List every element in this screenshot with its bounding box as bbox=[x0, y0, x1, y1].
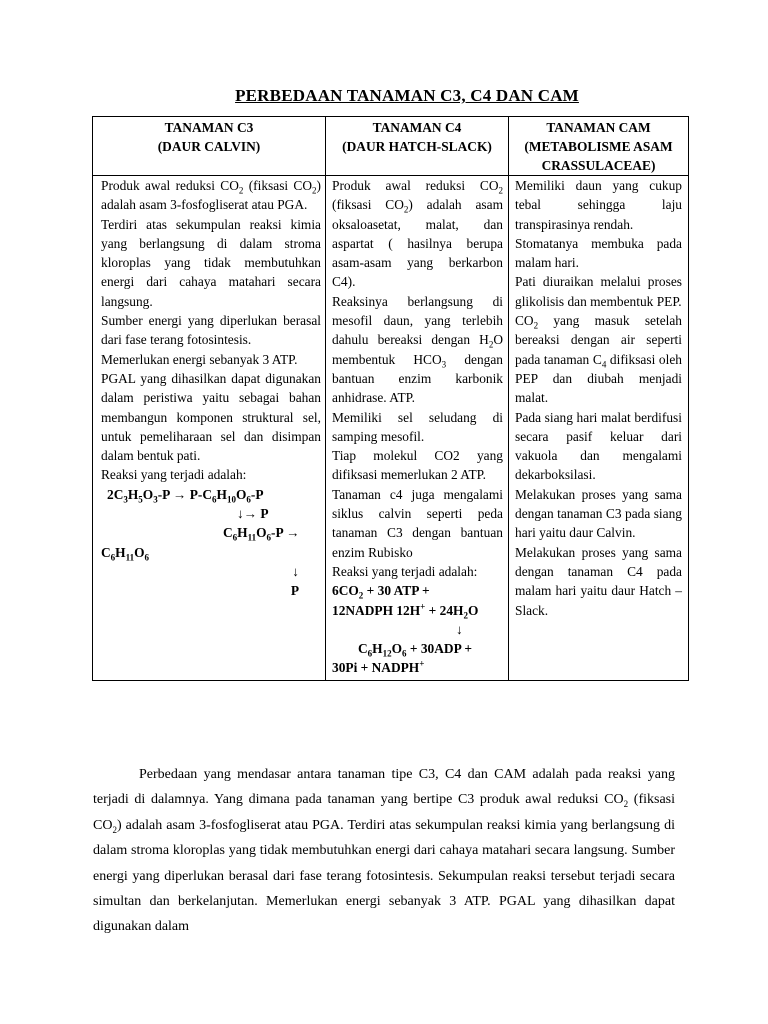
table-header-row bbox=[93, 117, 689, 176]
list-item: Melakukan proses yang sama dengan tanaman C3 pada siang hari yaitu daur Calvin. bbox=[515, 486, 682, 541]
list-item: PGAL yang dihasilkan dapat digunakan dalam peristiwa yaitu sebagai bahan membangun komponen struktural sel, untuk pemeliharaan sel dan disimpan dalam bentuk pati. bbox=[101, 370, 321, 464]
list-item: $CO_2$ yang masuk setelah bereaksi dengan air seperti pada tanaman $C_4$ difiksasi oleh PEP dan diubah menjadi malat. bbox=[515, 313, 682, 406]
cell-c4 bbox=[326, 176, 509, 681]
header-c3: TANAMAN C3 (DAUR CALVIN) bbox=[93, 117, 326, 176]
table-body-row bbox=[93, 176, 689, 681]
list-item: Memiliki sel seludang di samping mesofil. bbox=[332, 409, 503, 444]
reaction-label: Reaksi yang terjadi adalah: bbox=[332, 563, 478, 579]
document-title: PERBEDAAN TANAMAN C3, C4 DAN CAM bbox=[235, 86, 579, 105]
list-item: Stomatanya membuka pada malam hari. bbox=[515, 235, 682, 271]
list-item: Melakukan proses yang sama dengan tanaman C4 pada malam hari yaitu daur Hatch – Slack. bbox=[515, 544, 682, 618]
list-item: Pati diuraikan melalui proses glikolisis dan membentuk PEP. bbox=[515, 274, 682, 309]
list-item: Produk awal reduksi $CO_2$ (fiksasi $CO_2$) adalah asam 3-fosfogliserat atau PGA. bbox=[101, 178, 322, 213]
list-item: Produk awal reduksi $CO_2$ (fiksasi $CO_2$) adalah asam oksaloasetat, malat, dan aspartat ( hasilnya berupa asam-asam yang berkarbon C4). bbox=[332, 178, 503, 290]
header-c4: TANAMAN C4 (DAUR HATCH-SLACK) bbox=[326, 117, 509, 176]
header-cam: TANAMAN CAM (METABOLISME ASAM CRASSULACEAE) bbox=[509, 117, 689, 176]
list-item: Terdiri atas sekumpulan reaksi kimia yang berlangsung di dalam stroma kloroplas yang tidak membutuhkan energi dari cahaya matahari secara langsung. bbox=[101, 216, 321, 309]
list-item: Memerlukan energi sebanyak 3 ATP. bbox=[101, 351, 298, 367]
list-item: Tiap molekul CO2 yang difiksasi memerlukan 2 ATP. bbox=[332, 448, 503, 483]
cell-c3 bbox=[93, 176, 326, 681]
list-item: Memiliki daun yang cukup tebal sehingga laju transpirasinya rendah. bbox=[515, 178, 682, 232]
list-item: Reaksinya berlangsung di mesofil daun, yang terlebih dahulu bereaksi dengan $H_2O$ membentuk $HCO_3$ dengan bantuan enzim karbonik anhidrase. ATP. bbox=[332, 293, 503, 406]
list-item: Sumber energi yang diperlukan berasal dari fase terang fotosintesis. bbox=[101, 313, 321, 348]
reaction-label: Reaksi yang terjadi adalah: bbox=[101, 467, 247, 483]
cell-cam bbox=[509, 176, 689, 681]
reaction-equation: $6CO_2 + 30$ ATP + 12NADPH $12H^+ + 24H_2O$ ↓ $C_6H_{12}O_6 + 30ADP$ + 30Pi + NADPH+ bbox=[332, 583, 479, 676]
reaction-equation: $2C_3H_5O_3-P \to P-C_6H_{10}O_6-P$ ↓→ P $C_6H_{11}O_6-P$ → $C_6H_{11}O_6$ ↓ P bbox=[101, 486, 300, 599]
comparison-table bbox=[92, 116, 689, 681]
body-paragraph: Perbedaan yang mendasar antara tanaman tipe C3, C4 dan CAM adalah pada reaksi yang terjadi di dalamnya. Yang dimana pada tanaman yang bertipe C3 produk awal reduksi $CO_2$ (fiksasi $CO_2$) adalah asam 3-fosfogliserat atau PGA. Terdiri atas sekumpulan reaksi kimia yang berlangsung di dalam stroma kloroplas yang tidak membutuhkan energi dari cahaya matahari secara langsung. Sumber energi yang diperlukan berasal dari fase terang fotosintesis. Sekumpulan reaksi tersebut terjadi secara simultan dan berkelanjutan. Memerlukan energi sebanyak 3 ATP. PGAL yang dihasilkan dapat digunakan dalam bbox=[93, 767, 676, 935]
list-item: Tanaman c4 juga mengalami siklus calvin seperti peda tanaman C3 dengan bantuan enzim Rubisko bbox=[332, 486, 503, 560]
list-item: Pada siang hari malat berdifusi secara pasif keluar dari vakuola dan mengalami dekarboksilasi. bbox=[515, 409, 682, 483]
